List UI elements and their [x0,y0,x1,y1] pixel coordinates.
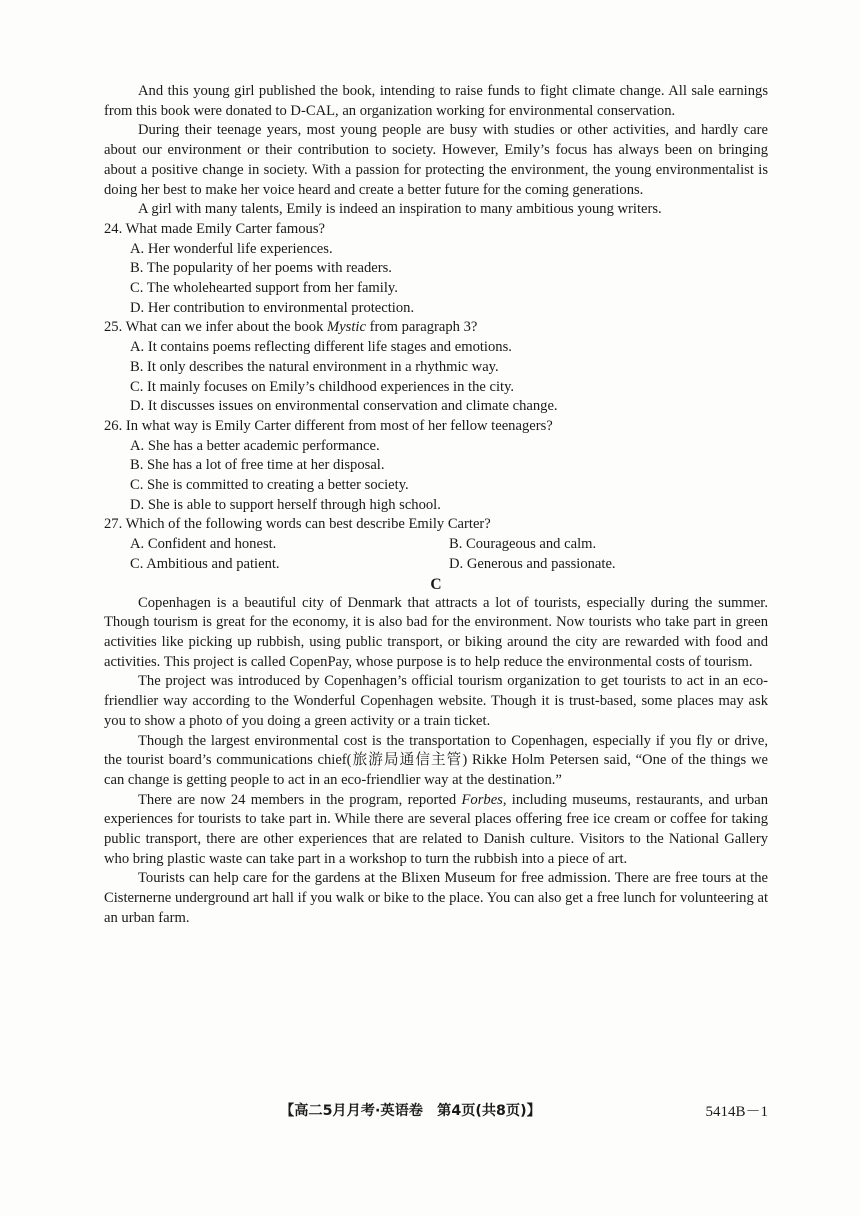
question-26 [104,417,768,516]
passage-paragraph: Though the largest environmental cost is the transportation to Copenhagen, especially if you fly or drive, the tourist board’s communications chief(旅游局通信主管) Rikke Holm Petersen said, “One of the things we can change is getting people to act in an eco-friendlier way at the destination.” [104,732,768,788]
question-27 [104,515,768,574]
option-b: B. The popularity of her poems with readers. [130,260,392,277]
page-content [104,82,768,929]
option-d: D. She is able to support herself through high school. [130,496,441,513]
stem-text: 25. What can we infer about the book [104,319,328,336]
footer-title: 【高二5月月考·英语卷 第4页(共8页)】 [280,1103,541,1119]
paragraph-text: , including museums, restaurants, and urban experiences for tourists to take part in. While there are several places offering free ice cream or coffee for taking public transport, there are other experiences that are related to Danish culture. Visitors to the National Gallery who bring plastic waste can take part in a workshop to turn the rubbish into a piece of art. [104,791,768,867]
passage-paragraph: A girl with many talents, Emily is indeed an inspiration to many ambitious young writers. [138,201,662,218]
source-title: Forbes [461,791,503,808]
passage-paragraph: And this young girl published the book, intending to raise funds to fight climate change. All sale earnings from this book were donated to D-CAL, an organization working for environmental conservation. [104,83,768,119]
option-c: C. Ambitious and patient. [130,555,280,572]
question-stem: 27. Which of the following words can best describe Emily Carter? [104,516,491,533]
passage-paragraph: During their teenage years, most young people are busy with studies or other activities, and hardly care about our environment or their contribution to society. However, Emily’s focus has always been on bringing about a positive change in society. With a passion for protecting the environment, the young environmentalist is doing her best to make her voice heard and create a better future for the coming generations. [104,122,768,198]
option-d: D. Her contribution to environmental protection. [130,299,415,316]
option-d: D. Generous and passionate. [449,555,616,572]
passage-b-continuation [104,82,768,220]
passage-paragraph: The project was introduced by Copenhagen’s official tourism organization to get tourists to act in an eco-friendlier way according to the Wonderful Copenhagen website. Though it is trust-based, some places may ask you to show a photo of you doing a green activity or a train ticket. [104,673,768,729]
options-row [104,535,768,555]
question-stem: 26. In what way is Emily Carter different from most of her fellow teenagers? [104,417,553,434]
passage-paragraph: Tourists can help care for the gardens at the Blixen Museum for free admission. There are free tours at the Cisternerne underground art hall if you walk or bike to the place. You can also get a free lunch for volunteering at an urban farm. [104,870,768,926]
option-c: C. The wholehearted support from her family. [130,280,398,297]
option-a: A. She has a better academic performance. [130,437,380,454]
section-heading: C [430,575,442,593]
option-a: A. It contains poems reflecting different life stages and emotions. [130,339,512,356]
option-b: B. Courageous and calm. [449,536,597,553]
option-a: A. Confident and honest. [130,536,277,553]
passage-paragraph: Copenhagen is a beautiful city of Denmark that attracts a lot of tourists, especially during the summer. Though tourism is great for the economy, it is also bad for the environment. Now tourists who take part in green activities like picking up rubbish, using public transport, or biking around the city are rewarded with food and activities. This project is called CopenPay, whose purpose is to help reduce the environmental costs of tourism. [104,594,768,670]
stem-text: from paragraph 3? [365,319,478,336]
passage-paragraph [104,791,768,870]
page-footer [104,1100,768,1126]
question-stem: 24. What made Emily Carter famous? [104,220,326,237]
option-a: A. Her wonderful life experiences. [130,240,333,257]
option-b: B. She has a lot of free time at her disposal. [130,457,385,474]
footer-code: 5414B－1 [705,1104,768,1120]
passage-c [104,594,768,929]
paragraph-text: There are now 24 members in the program, reported [138,791,462,808]
option-c: C. She is committed to creating a better society. [130,477,409,494]
option-c: C. It mainly focuses on Emily’s childhood experiences in the city. [130,378,515,395]
book-title: Mystic [327,319,366,336]
option-b: B. It only describes the natural environment in a rhythmic way. [130,358,499,375]
question-24 [104,220,768,319]
question-25 [104,318,768,417]
option-d: D. It discusses issues on environmental conservation and climate change. [130,398,558,415]
options-row [104,555,768,575]
question-stem [104,318,768,338]
